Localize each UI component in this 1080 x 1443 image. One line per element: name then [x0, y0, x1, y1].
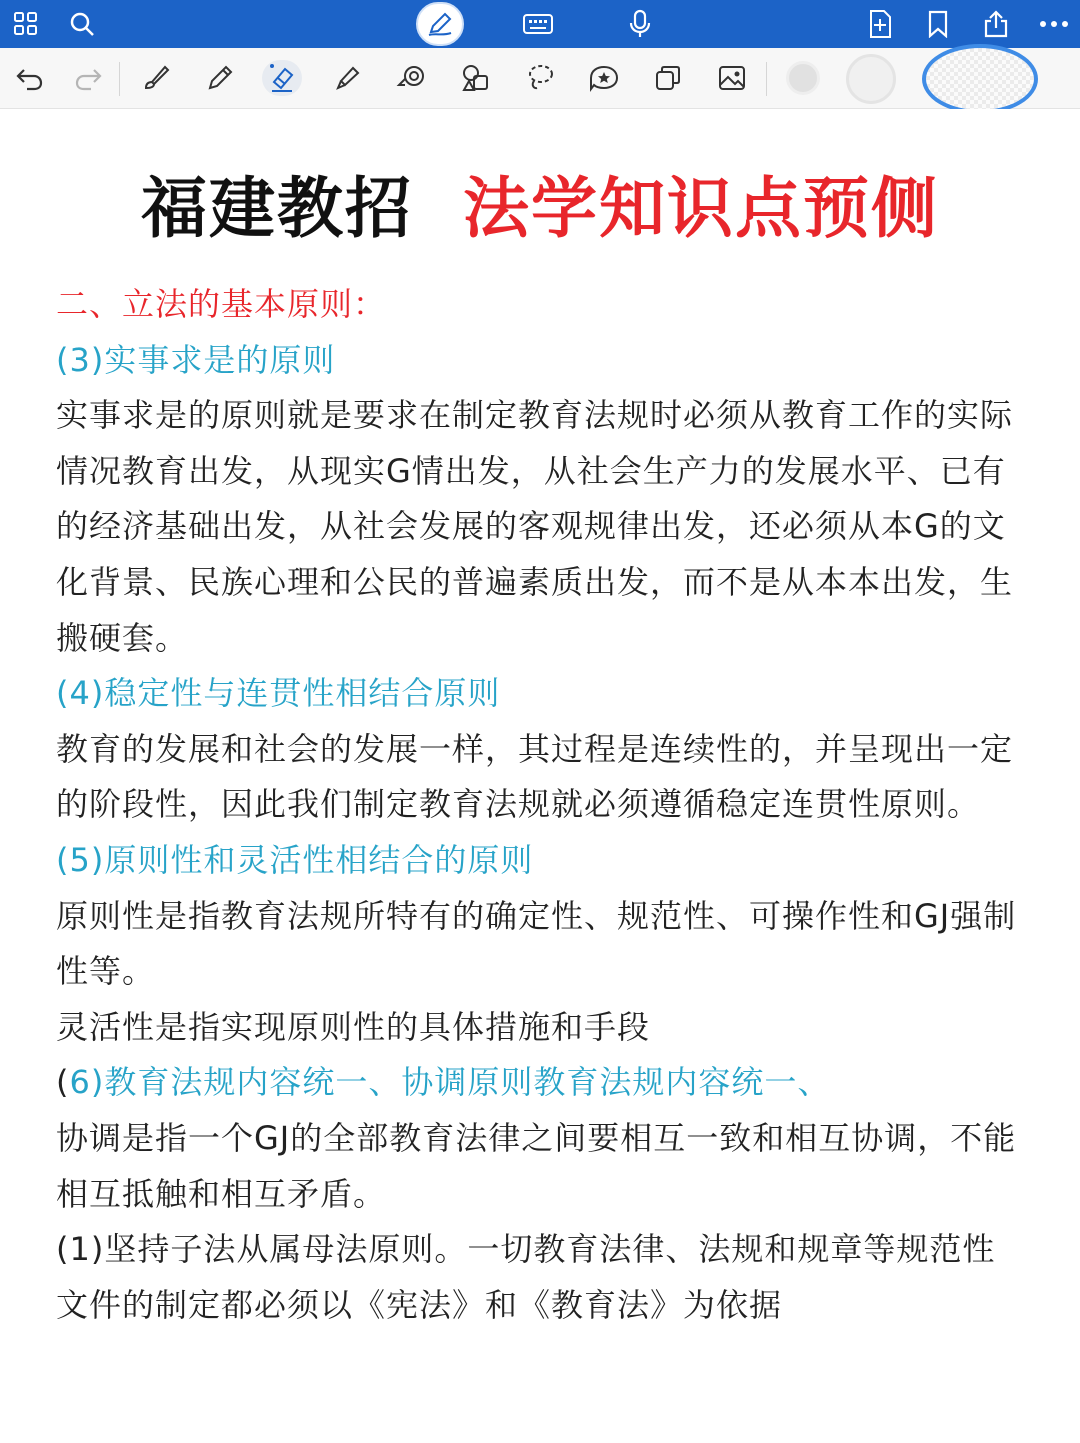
- text-box-icon[interactable]: [648, 60, 688, 96]
- principle-6-heading-text: 6)教育法规内容统一、协调原则教育法规内容统一、: [69, 1063, 831, 1102]
- principle-5-text-b: 灵活性是指实现原则性的具体措施和手段: [56, 1007, 651, 1046]
- undo-icon[interactable]: [10, 60, 50, 96]
- note-content: [56, 277, 1028, 1333]
- add-page-icon[interactable]: [862, 6, 898, 42]
- lasso-icon[interactable]: [520, 60, 560, 96]
- toolbar-divider: [766, 62, 767, 96]
- shapes-icon[interactable]: [456, 60, 496, 96]
- redo-icon[interactable]: [68, 60, 108, 96]
- principle-6-heading: [56, 1055, 1028, 1111]
- principle-3-heading: (3)实事求是的原则: [56, 340, 336, 379]
- principle-4-heading: (4)稳定性与连贯性相结合原则: [56, 674, 501, 713]
- app-top-bar: [0, 0, 1080, 48]
- grid-icon[interactable]: [8, 6, 44, 42]
- principle-4-text: 教育的发展和社会的发展一样，其过程是连续性的，并呈现出一定的阶段性，因此我们制定教育法规就必须遵循稳定连贯性原则。: [56, 729, 1014, 824]
- brush-icon[interactable]: [136, 60, 176, 96]
- pen-mode-icon[interactable]: [416, 2, 464, 46]
- note-page[interactable]: [0, 109, 1080, 1443]
- drawing-toolbar: [0, 48, 1080, 109]
- sub-principle-1-text: (1)坚持子法从属母法原则。一切教育法律、法规和规章等规范性文件的制定都必须以《宪法》和《教育法》为依据: [56, 1230, 996, 1324]
- search-icon[interactable]: [64, 6, 100, 42]
- section-heading: 二、立法的基本原则：: [56, 285, 387, 323]
- principle-6-text: 协调是指一个GJ的全部教育法律之间要相互一致和相互协调，不能相互抵触和相互矛盾。: [56, 1118, 1017, 1213]
- highlighter-icon[interactable]: [328, 60, 368, 96]
- share-icon[interactable]: [978, 6, 1014, 42]
- lasso-shape-icon[interactable]: [392, 60, 432, 96]
- toolbar-divider: [119, 62, 120, 96]
- more-icon[interactable]: [1036, 6, 1072, 42]
- principle-6-paren: (: [56, 1063, 70, 1102]
- bookmark-icon[interactable]: [920, 6, 956, 42]
- title-black-part: 福建教招: [141, 170, 413, 247]
- page-title: [0, 155, 1080, 250]
- pencil-icon[interactable]: [200, 60, 240, 96]
- color-swatch-light-gray[interactable]: [786, 61, 820, 95]
- principle-3-text: 实事求是的原则就是要求在制定教育法规时必须从教育工作的实际情况教育出发，从现实G情出发，从社会生产力的发展水平、已有的经济基础出发，从社会发展的客观规律出发，还必须从本G的文化背景、民族心理和公民的普遍素质出发，而不是从本本出发，生搬硬套。: [56, 396, 1014, 657]
- color-swatch-selected[interactable]: [922, 44, 1038, 114]
- principle-5-text-a: 原则性是指教育法规所特有的确定性、规范性、可操作性和GJ强制性等。: [56, 896, 1017, 991]
- sticker-icon[interactable]: [584, 60, 624, 96]
- microphone-icon[interactable]: [622, 6, 658, 42]
- title-red-part: 法学知识点预侧: [463, 170, 939, 247]
- eraser-icon[interactable]: [262, 60, 302, 96]
- keyboard-icon[interactable]: [520, 6, 556, 42]
- color-swatch-white[interactable]: [846, 54, 896, 104]
- principle-5-heading: (5)原则性和灵活性相结合的原则: [56, 840, 534, 879]
- image-icon[interactable]: [712, 60, 752, 96]
